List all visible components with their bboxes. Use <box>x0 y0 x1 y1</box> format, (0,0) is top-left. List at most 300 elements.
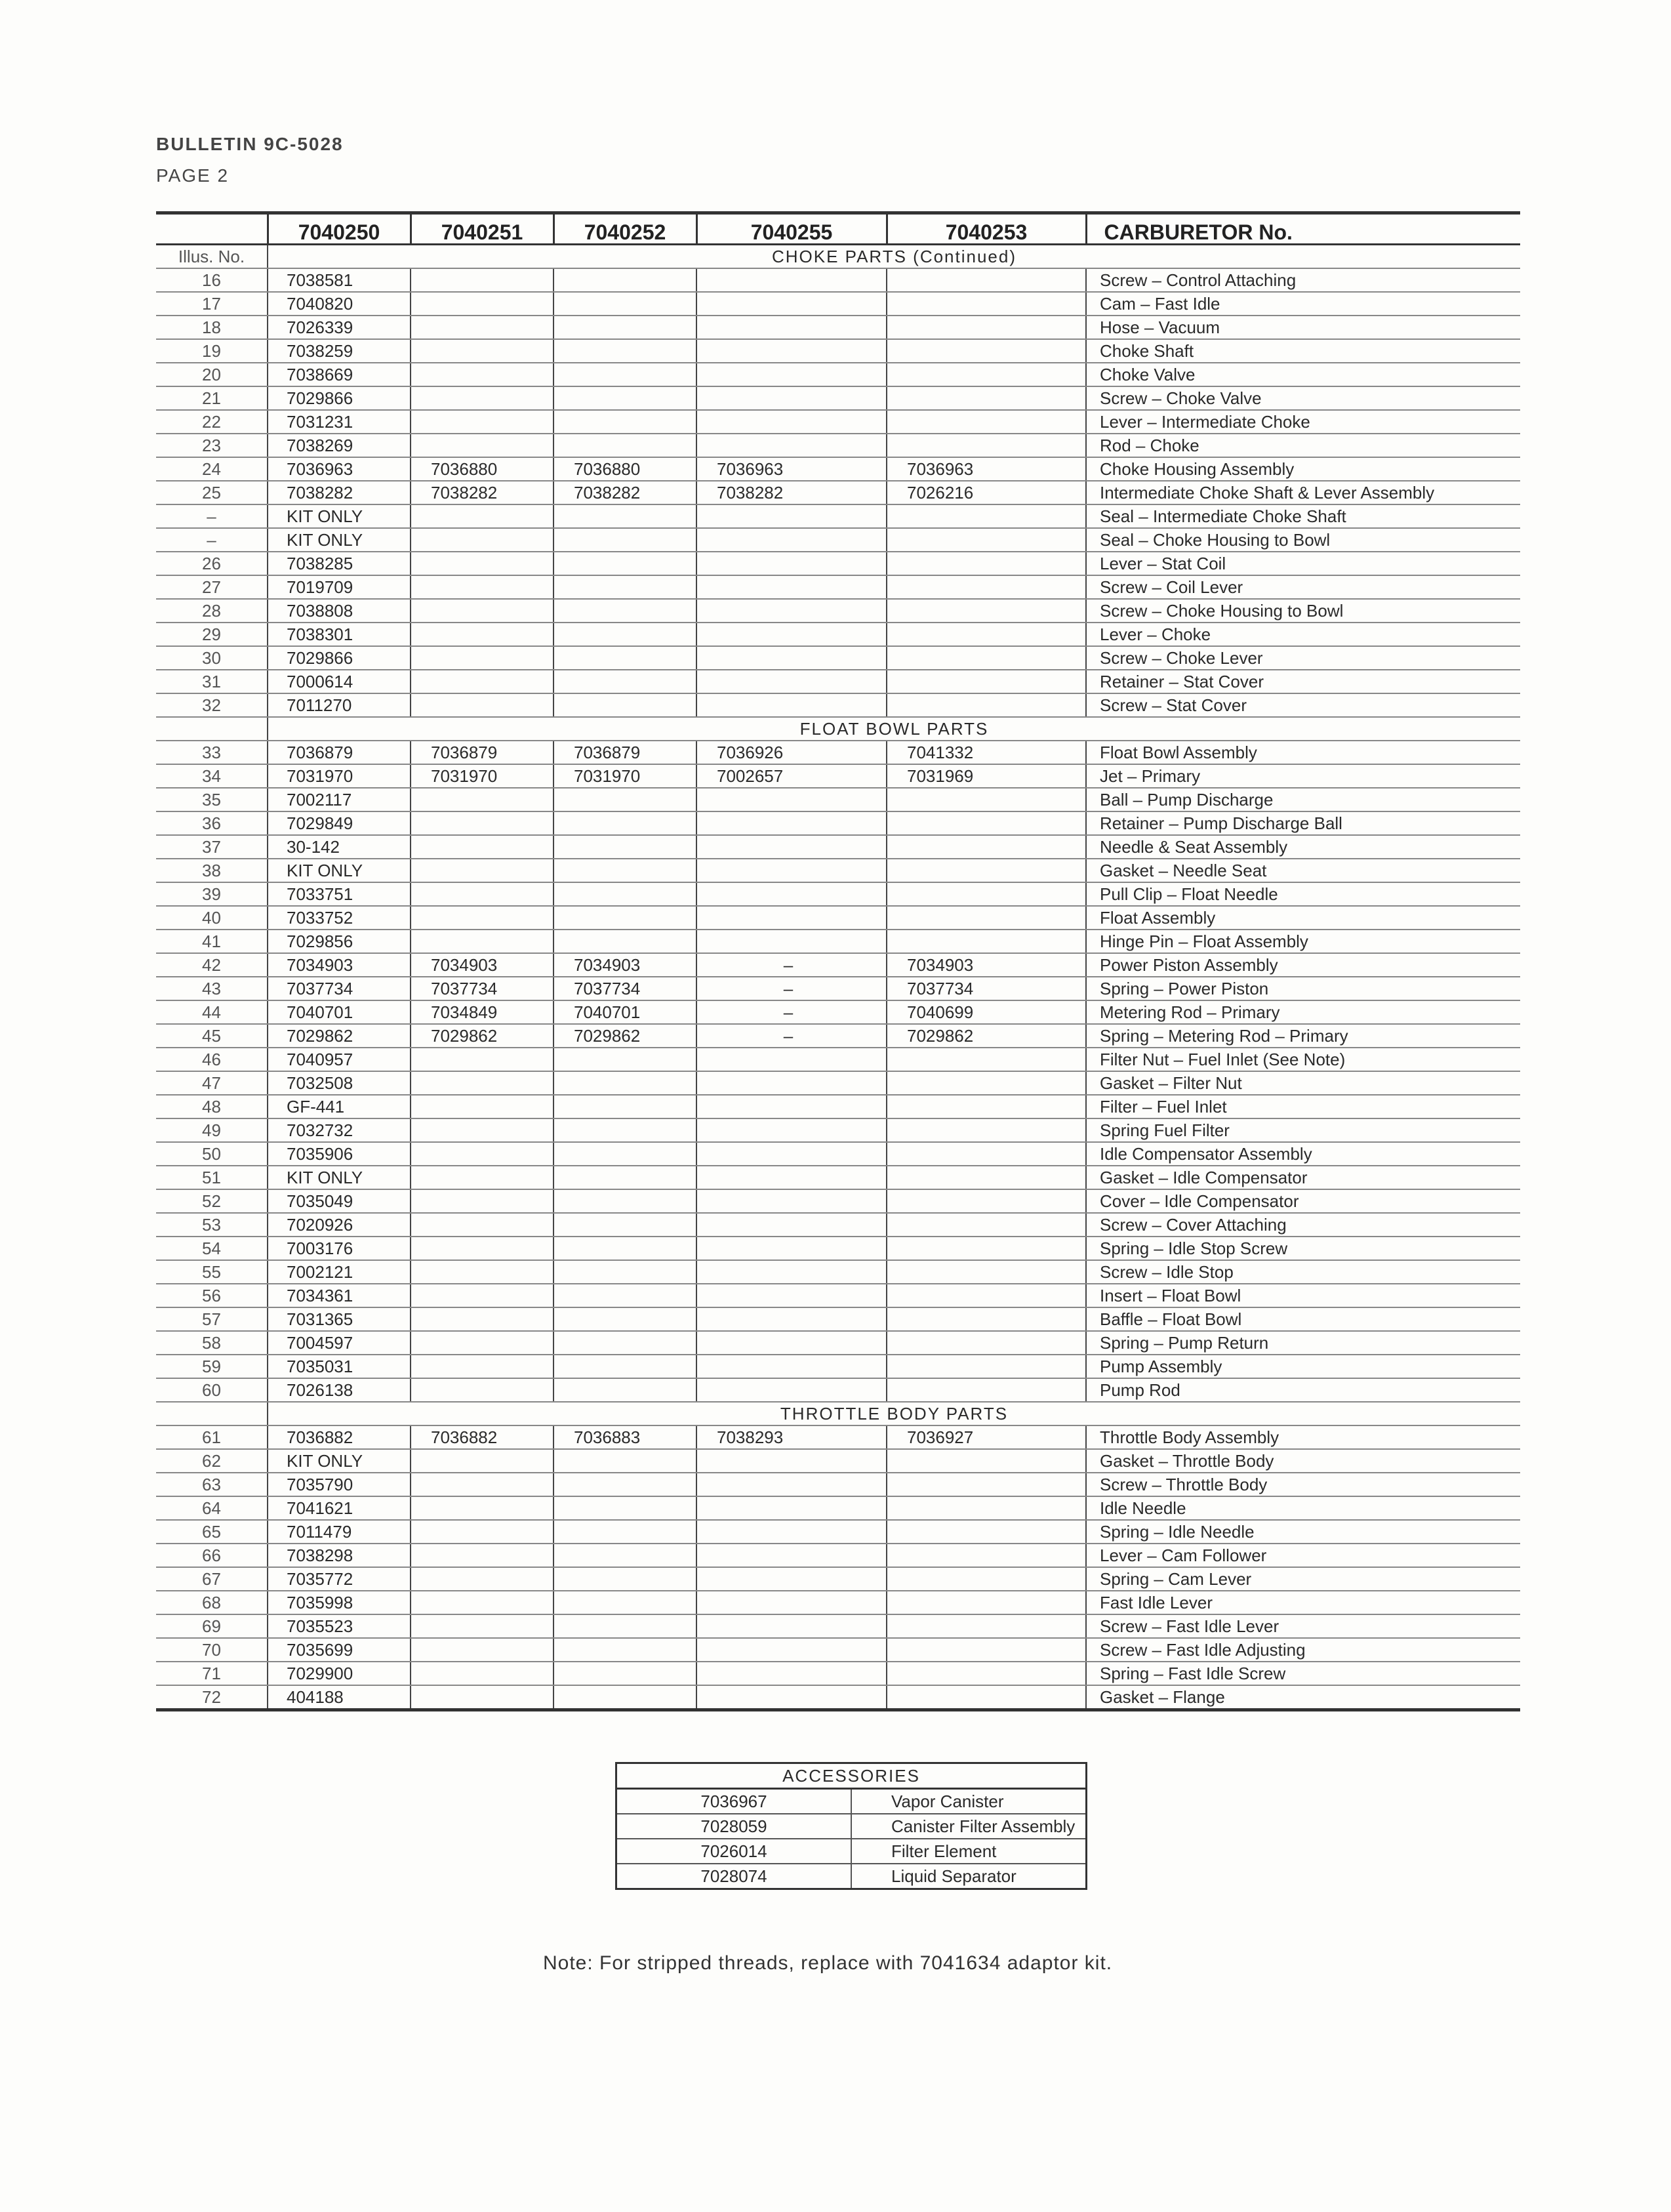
part-number-cell <box>554 930 696 953</box>
part-number-cell: 7026339 <box>268 316 411 339</box>
table-row <box>156 788 1520 811</box>
part-number-cell: – <box>696 953 887 977</box>
part-number-cell <box>887 1591 1086 1614</box>
part-number-cell <box>554 1142 696 1166</box>
part-number-cell <box>696 1473 887 1496</box>
part-number-cell: 7002121 <box>268 1260 411 1284</box>
page-number: PAGE 2 <box>156 165 230 186</box>
illus-number: 27 <box>156 575 268 599</box>
part-number-cell <box>887 575 1086 599</box>
accessory-row <box>616 1864 1087 1889</box>
part-number-cell <box>411 434 554 457</box>
section-title: FLOAT BOWL PARTS <box>268 717 1520 741</box>
column-header: 7040255 <box>696 213 887 245</box>
part-number-cell: – <box>696 1000 887 1024</box>
part-number-cell <box>696 1331 887 1355</box>
part-number-cell: 7036883 <box>554 1425 696 1449</box>
accessories-body <box>616 1763 1087 1889</box>
part-number-cell <box>411 1048 554 1071</box>
table-row <box>156 599 1520 623</box>
illus-number: 20 <box>156 363 268 386</box>
table-row <box>156 552 1520 575</box>
part-number-cell: 7036879 <box>268 741 411 764</box>
part-number-cell: 7036882 <box>268 1425 411 1449</box>
illus-number: 62 <box>156 1449 268 1473</box>
accessory-row <box>616 1789 1087 1814</box>
part-number-cell: 7029862 <box>411 1024 554 1048</box>
part-number-cell <box>696 1189 887 1213</box>
part-number-cell: 7035998 <box>268 1591 411 1614</box>
table-row <box>156 1638 1520 1662</box>
table-row <box>156 1118 1520 1142</box>
part-number-cell: 7034903 <box>268 953 411 977</box>
illus-number: 64 <box>156 1496 268 1520</box>
part-number-cell: 7037734 <box>411 977 554 1000</box>
table-row <box>156 1048 1520 1071</box>
part-description: Retainer – Stat Cover <box>1086 670 1520 693</box>
part-number-cell <box>696 575 887 599</box>
part-number-cell <box>411 1071 554 1095</box>
accessory-number: 7028059 <box>616 1814 852 1839</box>
part-description: Jet – Primary <box>1086 764 1520 788</box>
part-number-cell <box>554 1307 696 1331</box>
part-number-cell <box>554 1685 696 1710</box>
section-spacer <box>156 1402 268 1425</box>
part-number-cell <box>696 1260 887 1284</box>
part-description: Screw – Cover Attaching <box>1086 1213 1520 1237</box>
table-row <box>156 528 1520 552</box>
part-number-cell: 7036882 <box>411 1425 554 1449</box>
part-number-cell <box>411 599 554 623</box>
part-number-cell <box>887 1048 1086 1071</box>
part-number-cell: 7038293 <box>696 1425 887 1449</box>
part-number-cell <box>554 410 696 434</box>
illus-number: 41 <box>156 930 268 953</box>
part-number-cell: 7029862 <box>887 1024 1086 1048</box>
part-number-cell: KIT ONLY <box>268 1166 411 1189</box>
part-number-cell: 7040820 <box>268 292 411 316</box>
illus-number: 44 <box>156 1000 268 1024</box>
part-number-cell <box>411 811 554 835</box>
part-number-cell <box>887 670 1086 693</box>
part-number-cell: – <box>696 977 887 1000</box>
part-number-cell: 7026216 <box>887 481 1086 504</box>
part-description: Spring – Fast Idle Screw <box>1086 1662 1520 1685</box>
part-number-cell: KIT ONLY <box>268 859 411 882</box>
part-number-cell: 7011270 <box>268 693 411 717</box>
illus-number: 69 <box>156 1614 268 1638</box>
part-number-cell: 7040699 <box>887 1000 1086 1024</box>
part-number-cell: 7026138 <box>268 1378 411 1402</box>
part-description: Spring – Metering Rod – Primary <box>1086 1024 1520 1048</box>
part-number-cell <box>554 1473 696 1496</box>
part-number-cell: 7035699 <box>268 1638 411 1662</box>
part-description: Screw – Throttle Body <box>1086 1473 1520 1496</box>
column-header: 7040251 <box>411 213 554 245</box>
illus-number: 30 <box>156 646 268 670</box>
part-number-cell <box>411 1638 554 1662</box>
part-number-cell <box>554 1638 696 1662</box>
part-number-cell <box>411 1544 554 1567</box>
document-header <box>156 129 344 192</box>
part-number-cell <box>696 1520 887 1544</box>
part-number-cell <box>696 1237 887 1260</box>
part-number-cell <box>696 670 887 693</box>
part-number-cell <box>411 1213 554 1237</box>
table-row <box>156 930 1520 953</box>
part-number-cell <box>696 1685 887 1710</box>
part-number-cell <box>696 623 887 646</box>
table-row <box>156 1260 1520 1284</box>
part-number-cell: 7036963 <box>696 457 887 481</box>
part-number-cell <box>554 1591 696 1614</box>
part-number-cell <box>887 1567 1086 1591</box>
part-number-cell <box>696 1095 887 1118</box>
part-number-cell <box>554 1189 696 1213</box>
part-description: Spring Fuel Filter <box>1086 1118 1520 1142</box>
part-number-cell <box>554 1378 696 1402</box>
table-row <box>156 339 1520 363</box>
illus-number: 53 <box>156 1213 268 1237</box>
part-number-cell <box>887 1378 1086 1402</box>
part-number-cell <box>696 811 887 835</box>
part-number-cell <box>411 363 554 386</box>
part-number-cell <box>554 1520 696 1544</box>
part-number-cell <box>887 363 1086 386</box>
part-number-cell <box>696 1213 887 1237</box>
part-number-cell <box>554 292 696 316</box>
accessory-number: 7036967 <box>616 1789 852 1814</box>
part-number-cell: 7038301 <box>268 623 411 646</box>
illus-number: 63 <box>156 1473 268 1496</box>
part-number-cell <box>887 1355 1086 1378</box>
column-header: 7040252 <box>554 213 696 245</box>
part-number-cell <box>554 1095 696 1118</box>
part-number-cell: 7034903 <box>411 953 554 977</box>
part-description: Filter – Fuel Inlet <box>1086 1095 1520 1118</box>
part-number-cell: 7038269 <box>268 434 411 457</box>
illus-number: 61 <box>156 1425 268 1449</box>
illus-number: 47 <box>156 1071 268 1095</box>
table-row <box>156 292 1520 316</box>
part-number-cell <box>411 882 554 906</box>
part-number-cell <box>696 1567 887 1591</box>
part-number-cell <box>887 646 1086 670</box>
part-number-cell: 30-142 <box>268 835 411 859</box>
part-number-cell <box>411 835 554 859</box>
part-number-cell <box>411 528 554 552</box>
column-header: 7040253 <box>887 213 1086 245</box>
illus-number: 56 <box>156 1284 268 1307</box>
part-number-cell <box>887 1260 1086 1284</box>
part-description: Screw – Control Attaching <box>1086 268 1520 292</box>
illus-number: 68 <box>156 1591 268 1614</box>
illus-number: 28 <box>156 599 268 623</box>
illus-number: 43 <box>156 977 268 1000</box>
part-number-cell: 7011479 <box>268 1520 411 1544</box>
part-number-cell: 7029862 <box>554 1024 696 1048</box>
part-description: Choke Shaft <box>1086 339 1520 363</box>
part-number-cell <box>696 1355 887 1378</box>
table-row <box>156 1071 1520 1095</box>
part-number-cell <box>696 1496 887 1520</box>
part-number-cell <box>696 504 887 528</box>
table-row <box>156 670 1520 693</box>
part-number-cell: 7020926 <box>268 1213 411 1237</box>
accessory-row <box>616 1814 1087 1839</box>
table-row <box>156 316 1520 339</box>
table-row <box>156 741 1520 764</box>
table-row <box>156 504 1520 528</box>
part-number-cell <box>696 1591 887 1614</box>
part-description: Needle & Seat Assembly <box>1086 835 1520 859</box>
part-number-cell <box>411 788 554 811</box>
part-number-cell: 7019709 <box>268 575 411 599</box>
section-title: CHOKE PARTS (Continued) <box>268 245 1520 269</box>
part-number-cell: 7031365 <box>268 1307 411 1331</box>
illus-number: 58 <box>156 1331 268 1355</box>
part-number-cell <box>887 1142 1086 1166</box>
part-number-cell: 7040701 <box>268 1000 411 1024</box>
part-description: Intermediate Choke Shaft & Lever Assembly <box>1086 481 1520 504</box>
part-number-cell <box>887 693 1086 717</box>
part-number-cell <box>554 552 696 575</box>
part-number-cell <box>554 575 696 599</box>
part-number-cell: 7034903 <box>554 953 696 977</box>
illus-number: 55 <box>156 1260 268 1284</box>
part-number-cell <box>554 1118 696 1142</box>
part-number-cell <box>887 1213 1086 1237</box>
part-description: Screw – Choke Lever <box>1086 646 1520 670</box>
part-number-cell <box>554 1496 696 1520</box>
part-number-cell: 7033752 <box>268 906 411 930</box>
illus-number: 35 <box>156 788 268 811</box>
part-number-cell <box>411 1166 554 1189</box>
part-description: Insert – Float Bowl <box>1086 1284 1520 1307</box>
illus-number: 22 <box>156 410 268 434</box>
part-description: Baffle – Float Bowl <box>1086 1307 1520 1331</box>
illus-number: 70 <box>156 1638 268 1662</box>
part-number-cell <box>696 1544 887 1567</box>
part-number-cell <box>411 1449 554 1473</box>
part-number-cell: 7037734 <box>268 977 411 1000</box>
part-number-cell <box>554 1544 696 1567</box>
part-number-cell <box>411 1118 554 1142</box>
part-number-cell: 7036927 <box>887 1425 1086 1449</box>
part-number-cell <box>887 1496 1086 1520</box>
part-number-cell <box>554 386 696 410</box>
table-row <box>156 764 1520 788</box>
part-number-cell <box>696 1166 887 1189</box>
section-spacer <box>156 717 268 741</box>
illus-number: 37 <box>156 835 268 859</box>
table-row <box>156 434 1520 457</box>
illus-number: 29 <box>156 623 268 646</box>
table-row <box>156 811 1520 835</box>
part-number-cell <box>411 386 554 410</box>
part-number-cell <box>554 434 696 457</box>
part-number-cell: 7035523 <box>268 1614 411 1638</box>
part-number-cell <box>554 1449 696 1473</box>
accessory-description: Vapor Canister <box>851 1789 1087 1814</box>
part-number-cell <box>887 623 1086 646</box>
part-number-cell <box>887 339 1086 363</box>
part-number-cell <box>887 528 1086 552</box>
part-number-cell <box>696 1378 887 1402</box>
part-description: Gasket – Filter Nut <box>1086 1071 1520 1095</box>
part-description: Lever – Cam Follower <box>1086 1544 1520 1567</box>
table-header-row <box>156 213 1520 245</box>
part-number-cell <box>887 1685 1086 1710</box>
part-number-cell <box>887 882 1086 906</box>
illus-number: 48 <box>156 1095 268 1118</box>
part-number-cell <box>411 268 554 292</box>
part-description: Spring – Pump Return <box>1086 1331 1520 1355</box>
part-number-cell <box>696 1614 887 1638</box>
part-number-cell <box>554 1213 696 1237</box>
part-number-cell: 7035031 <box>268 1355 411 1378</box>
part-number-cell: 7038282 <box>411 481 554 504</box>
table-row <box>156 835 1520 859</box>
section-row <box>156 717 1520 741</box>
illus-number: 71 <box>156 1662 268 1685</box>
part-number-cell: 7031231 <box>268 410 411 434</box>
illus-number: 57 <box>156 1307 268 1331</box>
table-row <box>156 1284 1520 1307</box>
part-number-cell: – <box>696 1024 887 1048</box>
part-description: Float Bowl Assembly <box>1086 741 1520 764</box>
part-description: Seal – Choke Housing to Bowl <box>1086 528 1520 552</box>
part-number-cell: KIT ONLY <box>268 1449 411 1473</box>
part-number-cell <box>554 1355 696 1378</box>
part-number-cell <box>887 930 1086 953</box>
parts-table-body <box>156 245 1520 1710</box>
part-description: Lever – Choke <box>1086 623 1520 646</box>
column-header: 7040250 <box>268 213 411 245</box>
part-number-cell <box>887 268 1086 292</box>
table-row <box>156 1189 1520 1213</box>
part-number-cell <box>554 1614 696 1638</box>
part-number-cell <box>554 670 696 693</box>
part-number-cell <box>696 1449 887 1473</box>
part-number-cell: GF-441 <box>268 1095 411 1118</box>
part-number-cell <box>696 292 887 316</box>
part-number-cell: 7033751 <box>268 882 411 906</box>
part-number-cell: KIT ONLY <box>268 504 411 528</box>
part-number-cell <box>554 1166 696 1189</box>
part-number-cell <box>554 1284 696 1307</box>
part-description: Cam – Fast Idle <box>1086 292 1520 316</box>
part-number-cell <box>887 1189 1086 1213</box>
table-row <box>156 882 1520 906</box>
table-row <box>156 693 1520 717</box>
part-description: Gasket – Throttle Body <box>1086 1449 1520 1473</box>
part-description: Screw – Fast Idle Lever <box>1086 1614 1520 1638</box>
part-number-cell <box>554 1331 696 1355</box>
part-description: Seal – Intermediate Choke Shaft <box>1086 504 1520 528</box>
part-description: Float Assembly <box>1086 906 1520 930</box>
part-number-cell: 7031970 <box>554 764 696 788</box>
part-number-cell: 7031969 <box>887 764 1086 788</box>
part-number-cell <box>887 434 1086 457</box>
part-description: Spring – Cam Lever <box>1086 1567 1520 1591</box>
part-number-cell <box>411 1496 554 1520</box>
part-description: Choke Valve <box>1086 363 1520 386</box>
part-description: Rod – Choke <box>1086 434 1520 457</box>
part-number-cell: 7038282 <box>554 481 696 504</box>
table-row <box>156 1685 1520 1710</box>
illus-number: 65 <box>156 1520 268 1544</box>
part-number-cell <box>696 1071 887 1095</box>
part-number-cell <box>696 1142 887 1166</box>
part-number-cell <box>887 599 1086 623</box>
part-number-cell <box>696 268 887 292</box>
part-number-cell: 7035906 <box>268 1142 411 1166</box>
section-row <box>156 1402 1520 1425</box>
table-row <box>156 1449 1520 1473</box>
part-number-cell <box>887 504 1086 528</box>
part-number-cell <box>696 1662 887 1685</box>
part-number-cell: 7029900 <box>268 1662 411 1685</box>
part-number-cell <box>696 386 887 410</box>
illus-number: 38 <box>156 859 268 882</box>
illus-number: 17 <box>156 292 268 316</box>
part-number-cell <box>411 1473 554 1496</box>
part-number-cell <box>554 1237 696 1260</box>
accessory-number: 7026014 <box>616 1839 852 1864</box>
part-number-cell: 7038808 <box>268 599 411 623</box>
illus-number: 66 <box>156 1544 268 1567</box>
part-number-cell: 7038669 <box>268 363 411 386</box>
part-number-cell <box>554 363 696 386</box>
part-number-cell: 7037734 <box>554 977 696 1000</box>
part-number-cell <box>887 1614 1086 1638</box>
table-row <box>156 646 1520 670</box>
part-number-cell: 7034849 <box>411 1000 554 1024</box>
accessories-title: ACCESSORIES <box>616 1763 1087 1789</box>
part-number-cell <box>696 1284 887 1307</box>
part-number-cell <box>887 1071 1086 1095</box>
table-row <box>156 1213 1520 1237</box>
part-number-cell <box>411 1237 554 1260</box>
part-number-cell <box>554 859 696 882</box>
table-row <box>156 1544 1520 1567</box>
section-row <box>156 245 1520 269</box>
illus-number: 46 <box>156 1048 268 1071</box>
part-number-cell: 7040957 <box>268 1048 411 1071</box>
illus-number: 60 <box>156 1378 268 1402</box>
part-number-cell <box>411 1284 554 1307</box>
part-number-cell <box>554 504 696 528</box>
accessories-title-row <box>616 1763 1087 1789</box>
illus-number: 42 <box>156 953 268 977</box>
part-number-cell <box>411 1331 554 1355</box>
illus-number: 24 <box>156 457 268 481</box>
part-number-cell <box>411 1520 554 1544</box>
illus-number: 32 <box>156 693 268 717</box>
table-row <box>156 1425 1520 1449</box>
part-number-cell <box>887 1544 1086 1567</box>
part-description: Idle Compensator Assembly <box>1086 1142 1520 1166</box>
part-number-cell <box>411 646 554 670</box>
part-number-cell <box>696 906 887 930</box>
part-number-cell <box>554 316 696 339</box>
table-row <box>156 977 1520 1000</box>
illus-number: 67 <box>156 1567 268 1591</box>
illus-number: 31 <box>156 670 268 693</box>
part-description: Spring – Power Piston <box>1086 977 1520 1000</box>
part-number-cell <box>887 292 1086 316</box>
